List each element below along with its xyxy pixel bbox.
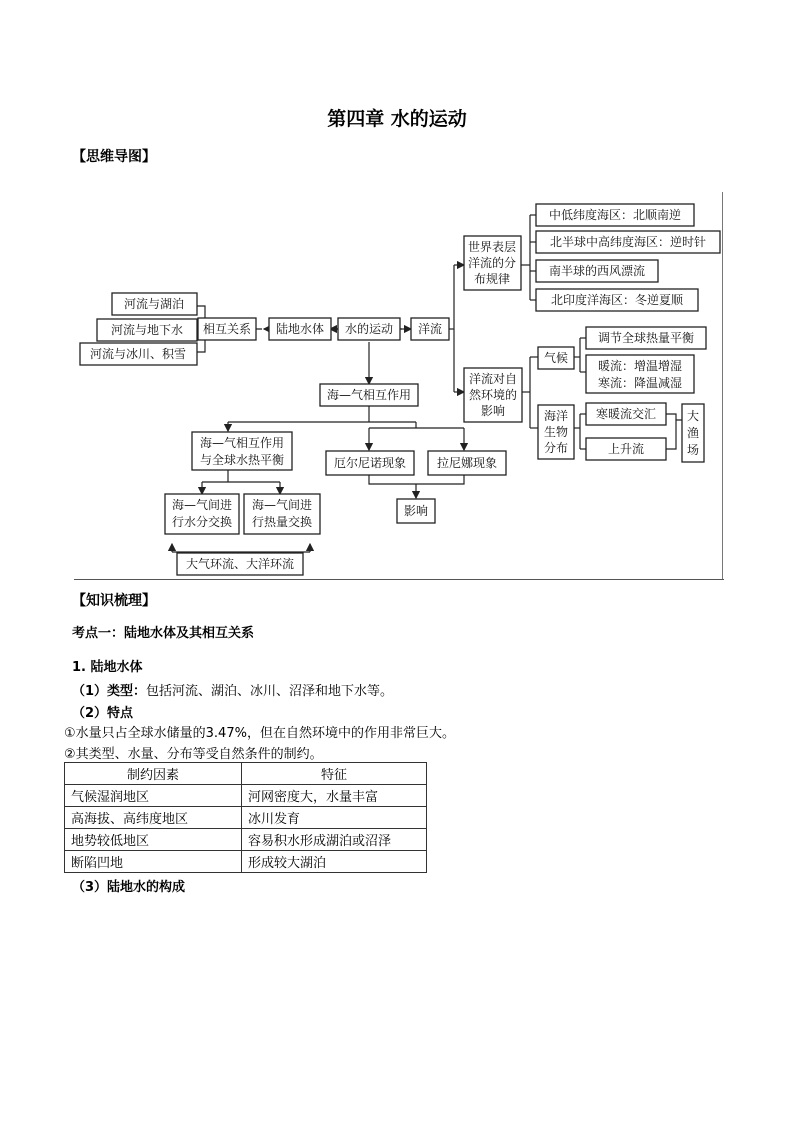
table-header-row (65, 763, 427, 785)
feature-line-1: ①水量只占全球水储量的3.47%，但在自然环境中的作用非常巨大。 (64, 726, 455, 741)
bio-item-0: 寒暖流交汇 (595, 407, 657, 421)
heat-exchange-line-1: 行热量交换 (251, 515, 313, 529)
fishery-line-2: 场 (686, 443, 700, 457)
mind-map-diagram (70, 192, 730, 582)
influence-line-1: 然环境的 (468, 388, 518, 402)
table-row (65, 851, 427, 873)
connector (666, 414, 676, 420)
lanina-label: 拉尼娜现象 (436, 456, 498, 470)
table-cell: 断陷凹地 (65, 851, 242, 873)
knowledge-heading: 【知识梳理】 (72, 593, 156, 609)
distribution-line-1: 洋流的分 (467, 256, 517, 270)
dist-item-0: 中低纬度海区：北顺南逆 (548, 208, 682, 222)
influence-line-0: 洋流对自 (468, 372, 518, 386)
feature-line-2: ②其类型、水量、分布等受自然条件的制约。 (64, 747, 323, 762)
center-label: 水的运动 (344, 322, 394, 336)
section-divider (74, 579, 724, 580)
circulation-label: 大气环流、大洋环流 (185, 557, 295, 571)
point-one-heading: 考点一：陆地水体及其相互关系 (72, 626, 255, 641)
elnino-label: 厄尔尼诺现象 (333, 456, 407, 470)
table-cell: 高海拔、高纬度地区 (65, 807, 242, 829)
distribution-line-2: 布规律 (473, 272, 511, 286)
relation-label: 相互关系 (202, 322, 252, 336)
type-line (72, 680, 393, 699)
rel-item-0: 河流与湖泊 (123, 297, 185, 311)
water-exchange-line-1: 行水分交换 (171, 515, 233, 529)
land-water-label: 陆地水体 (275, 322, 325, 336)
table-cell: 容易积水形成湖泊或沼泽 (242, 829, 427, 851)
composition-heading: （3）陆地水的构成 (72, 880, 186, 895)
table-cell: 冰川发育 (242, 807, 427, 829)
warm-current-label: 暖流：增温增湿 (597, 359, 683, 373)
dist-item-1: 北半球中高纬度海区：逆时针 (549, 235, 707, 249)
fishery-line-1: 渔 (686, 426, 700, 440)
table-cell: 气候湿润地区 (65, 785, 242, 807)
heat-balance-label: 调节全球热量平衡 (597, 331, 695, 345)
table-row (65, 785, 427, 807)
mindmap-heading: 【思维导图】 (72, 149, 156, 165)
influence-line-2: 影响 (480, 404, 506, 418)
sea-air-label: 海—气相互作用 (326, 388, 412, 402)
land-water-heading: 1. 陆地水体 (72, 660, 143, 675)
rel-item-1: 河流与地下水 (110, 323, 184, 337)
type-label: （1）类型： (72, 684, 147, 699)
connector (369, 475, 464, 484)
page-title: 第四章 水的运动 (327, 108, 467, 130)
marine-bio-line-1: 生物 (543, 425, 569, 439)
cold-current-label: 寒流：降温减湿 (597, 376, 683, 390)
connector (666, 420, 682, 449)
table-cell: 河网密度大，水量丰富 (242, 785, 427, 807)
marine-bio-line-2: 分布 (543, 441, 569, 455)
table-header-factor: 制约因素 (65, 763, 242, 785)
constraint-table (64, 762, 427, 873)
type-text: 包括河流、湖泊、冰川、沼泽和地下水等。 (146, 684, 394, 699)
table-cell: 形成较大湖泊 (242, 851, 427, 873)
distribution-line-0: 世界表层 (467, 240, 517, 254)
balance-line-1: 与全球水热平衡 (199, 453, 285, 467)
fishery-line-0: 大 (686, 409, 700, 423)
heat-exchange-line-0: 海—气间进 (251, 498, 313, 512)
dist-item-3: 北印度洋海区：冬逆夏顺 (550, 293, 684, 307)
table-cell: 地势较低地区 (65, 829, 242, 851)
marine-bio-line-0: 海洋 (543, 409, 569, 423)
table-row (65, 829, 427, 851)
impact-label: 影响 (403, 504, 429, 518)
ocean-current-label: 洋流 (417, 322, 443, 336)
table-row (65, 807, 427, 829)
water-exchange-line-0: 海—气间进 (171, 498, 233, 512)
dist-item-2: 南半球的西风漂流 (548, 264, 646, 278)
rel-item-2: 河流与冰川、积雪 (89, 347, 187, 361)
table-header-feature: 特征 (242, 763, 427, 785)
feature-heading: （2）特点 (72, 706, 134, 721)
bio-item-1: 上升流 (607, 442, 645, 456)
balance-line-0: 海—气相互作用 (199, 436, 285, 450)
climate-label: 气候 (543, 351, 569, 365)
